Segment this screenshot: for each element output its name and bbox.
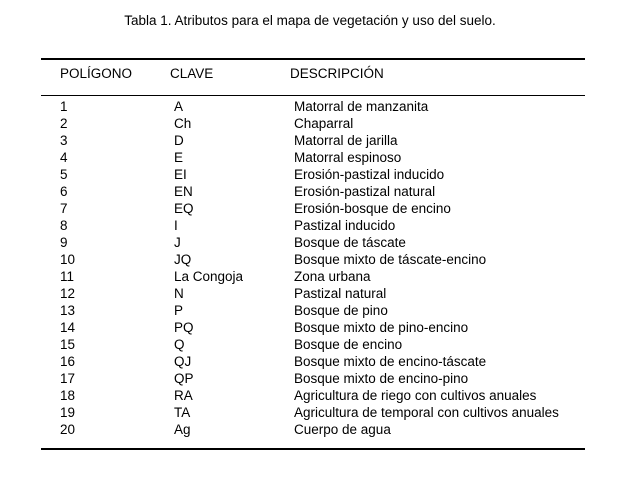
cell-descripcion: Chaparral [294, 116, 354, 131]
table-row [0, 183, 620, 200]
cell-descripcion: Agricultura de riego con cultivos anuales [294, 388, 537, 403]
cell-clave: Ag [174, 422, 191, 437]
cell-descripcion: Cuerpo de agua [294, 422, 391, 437]
table-row [0, 353, 620, 370]
cell-descripcion: Erosión-pastizal inducido [294, 167, 445, 182]
table-row [0, 421, 620, 438]
cell-descripcion: Pastizal inducido [294, 218, 396, 233]
cell-poligono: 16 [60, 354, 76, 369]
cell-clave: RA [174, 388, 193, 403]
cell-descripcion: Matorral de manzanita [294, 99, 429, 114]
cell-clave: JQ [174, 252, 192, 267]
cell-descripcion: Bosque de encino [294, 337, 403, 352]
cell-descripcion: Zona urbana [294, 269, 371, 284]
header-rule [41, 95, 585, 96]
cell-clave: EN [174, 184, 193, 199]
cell-descripcion: Bosque mixto de táscate-encino [294, 252, 487, 267]
cell-clave: D [174, 133, 184, 148]
cell-clave: TA [174, 405, 191, 420]
cell-descripcion: Bosque mixto de pino-encino [294, 320, 469, 335]
header-descripcion: DESCRIPCIÓN [290, 66, 384, 81]
table-body [0, 98, 620, 438]
cell-descripcion: Bosque de pino [294, 303, 388, 318]
cell-clave: I [174, 218, 178, 233]
cell-poligono: 5 [60, 167, 68, 182]
table-row [0, 387, 620, 404]
cell-poligono: 8 [60, 218, 68, 233]
bottom-rule [41, 448, 585, 450]
table-row [0, 251, 620, 268]
cell-descripcion: Matorral de jarilla [294, 133, 398, 148]
cell-clave: Q [174, 337, 185, 352]
cell-descripcion: Erosión-pastizal natural [294, 184, 436, 199]
cell-poligono: 14 [60, 320, 76, 335]
table-row [0, 370, 620, 387]
table-row [0, 115, 620, 132]
table-row [0, 285, 620, 302]
cell-clave: PQ [174, 320, 194, 335]
cell-clave: QP [174, 371, 194, 386]
cell-poligono: 13 [60, 303, 76, 318]
cell-descripcion: Bosque de táscate [294, 235, 406, 250]
cell-descripcion: Agricultura de temporal con cultivos anuales [294, 405, 559, 420]
cell-clave: J [174, 235, 181, 250]
cell-descripcion: Pastizal natural [294, 286, 387, 301]
cell-poligono: 3 [60, 133, 68, 148]
cell-clave: EQ [174, 201, 194, 216]
cell-clave: QJ [174, 354, 192, 369]
cell-poligono: 17 [60, 371, 76, 386]
header-clave: CLAVE [170, 66, 214, 81]
cell-poligono: 20 [60, 422, 76, 437]
cell-poligono: 12 [60, 286, 76, 301]
cell-poligono: 1 [60, 99, 68, 114]
table-row [0, 319, 620, 336]
table-row [0, 336, 620, 353]
cell-descripcion: Bosque mixto de encino-pino [294, 371, 469, 386]
cell-poligono: 11 [60, 269, 75, 284]
table-row [0, 166, 620, 183]
cell-clave: N [174, 286, 184, 301]
table-caption: Tabla 1. Atributos para el mapa de vegetación y uso del suelo. [124, 13, 496, 28]
cell-clave: E [174, 150, 184, 165]
table-row [0, 217, 620, 234]
cell-poligono: 9 [60, 235, 68, 250]
cell-clave: La Congoja [174, 269, 244, 284]
header-poligono: POLÍGONO [60, 66, 133, 81]
table-row [0, 268, 620, 285]
table-row [0, 200, 620, 217]
table-row [0, 149, 620, 166]
table-row [0, 234, 620, 251]
cell-descripcion: Matorral espinoso [294, 150, 402, 165]
table-row [0, 404, 620, 421]
cell-clave: EI [174, 167, 187, 182]
table-row [0, 302, 620, 319]
cell-clave: P [174, 303, 184, 318]
cell-poligono: 10 [60, 252, 76, 267]
cell-descripcion: Bosque mixto de encino-táscate [294, 354, 487, 369]
cell-poligono: 2 [60, 116, 68, 131]
cell-poligono: 19 [60, 405, 76, 420]
cell-poligono: 6 [60, 184, 68, 199]
table-row [0, 98, 620, 115]
cell-poligono: 15 [60, 337, 76, 352]
top-rule [41, 58, 585, 60]
cell-poligono: 18 [60, 388, 76, 403]
cell-poligono: 4 [60, 150, 68, 165]
cell-clave: Ch [174, 116, 192, 131]
table-row [0, 132, 620, 149]
cell-descripcion: Erosión-bosque de encino [294, 201, 451, 216]
cell-poligono: 7 [60, 201, 68, 216]
cell-clave: A [174, 99, 184, 114]
